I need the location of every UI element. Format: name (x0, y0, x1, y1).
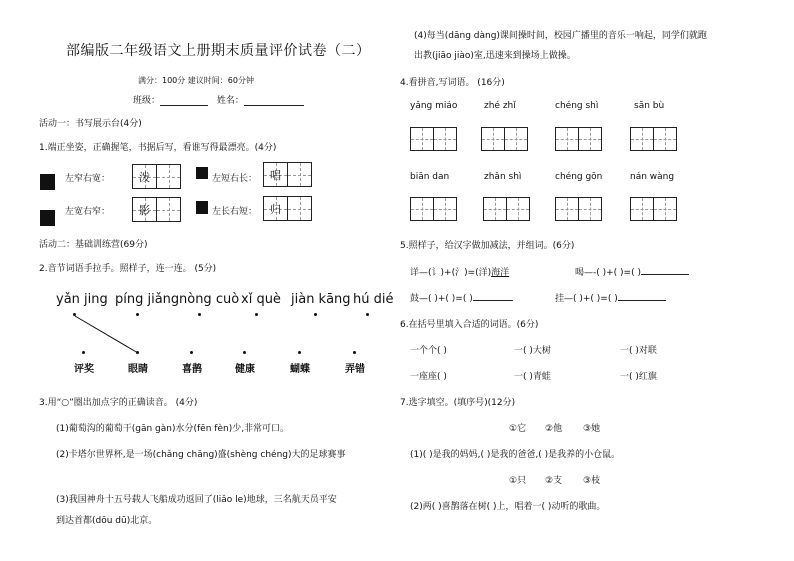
score-time: 满分：100分 建议时间：60分钟 (138, 76, 254, 85)
activity-two-heading: 活动二：基础训练营(69分) (39, 240, 148, 250)
name-label: 姓名： (216, 96, 244, 106)
q5-item-c[interactable]: 挂—( )+( )=( ) (555, 291, 666, 304)
q3-item-2: (2)卡塔尔世界杯,是一场(chǎng chāng)盛(shèng chéng)大的足球赛事 (56, 450, 346, 460)
q7-option-3: ③她 (583, 424, 601, 434)
q4-pinyin-7: chéng gōn (555, 172, 603, 182)
q2-word-1: 评奖 (74, 364, 94, 375)
q2-dot-bottom-4[interactable] (243, 351, 246, 354)
q2-dot-bottom-1[interactable] (82, 351, 85, 354)
q4-pinyin-4: sān bù (634, 101, 665, 111)
q7-option-6: ③枝 (583, 476, 601, 486)
q7-option-4: ①只 (509, 476, 527, 486)
question-1: 1.端正坐姿，正确握笔，书据后写，看谁写得最漂亮。(4分) (39, 143, 277, 153)
q4-pinyin-3: chéng shì (555, 101, 599, 111)
q5-item-b[interactable]: 鼓—( )+( )=( ) (410, 291, 513, 304)
q2-dot-top-1[interactable] (73, 313, 76, 316)
q2-dot-bottom-5[interactable] (298, 351, 301, 354)
q7-sentence-2[interactable]: (2)两( )喜鹊落在树( )上，唱着一( )动听的歌曲。 (410, 502, 606, 512)
q1-char-3: 影 (139, 203, 150, 217)
q5-example-formula: 详—(讠)+(氵)=(洋) (410, 268, 492, 278)
activity-one-heading: 活动一：书写展示台(4分) (39, 119, 142, 129)
page-title: 部编版二年级语文上册期末质量评价试卷（二） (66, 43, 371, 59)
question-2: 2.音节词语手拉手。照样子，连一连。 (5分) (39, 264, 217, 274)
q2-dot-bottom-3[interactable] (190, 351, 193, 354)
q3-item-1: (1)葡萄沟的葡萄干(gān gàn)水分(fēn fèn)少,非常可口。 (56, 424, 290, 434)
q2-dot-bottom-6[interactable] (353, 351, 356, 354)
q1-char-4: 归 (270, 202, 281, 216)
q5-example-word: 海洋 (491, 268, 510, 278)
circle-mark-icon: ○ (61, 398, 70, 408)
q2-word-4: 健康 (235, 364, 255, 375)
q2-pinyin-3: nòng cuò (179, 292, 240, 307)
q6-item-5[interactable]: 一( )青蛙 (514, 372, 551, 382)
q1-char-2: 唱 (270, 168, 281, 182)
q2-dot-top-3[interactable] (198, 313, 201, 316)
q2-word-6: 弄错 (345, 364, 365, 375)
q2-dot-top-2[interactable] (136, 313, 139, 316)
q6-item-1[interactable]: 一个个( ) (410, 346, 447, 356)
q2-pinyin-4: xǐ què (241, 292, 281, 307)
q2-pinyin-2: píng jiǎng (115, 292, 180, 307)
q6-item-2[interactable]: 一( )大树 (514, 346, 551, 356)
q1-label-1: 左窄右宽： (65, 174, 111, 184)
q3-item-4-cont: 出教(jiāo jiào)室,迅速来到操场上做操。 (414, 51, 576, 61)
q4-pinyin-8: nán wàng (630, 172, 675, 182)
q2-dot-top-5[interactable] (314, 313, 317, 316)
q1-label-3: 左宽右窄： (65, 207, 111, 217)
q7-option-1: ①它 (509, 424, 527, 434)
q3-item-3: (3)我国神舟十五号载人飞船成功返回了(liǎo le)地球，三名航天员平安 (56, 495, 337, 505)
q5-item-a[interactable]: 喝—-( )+( )=( ) (575, 265, 689, 278)
q2-pinyin-1: yǎn jing (56, 292, 108, 307)
q4-pinyin-2: zhé zhǐ (484, 101, 516, 111)
q3-item-3-cont: 到达首都(dōu dū)北京。 (56, 516, 158, 526)
q2-word-2: 眼睛 (128, 364, 148, 375)
q2-dot-bottom-2[interactable] (136, 351, 139, 354)
q2-example-connector (75, 316, 138, 353)
q2-pinyin-5: jiàn kāng (291, 292, 351, 307)
q6-item-4[interactable]: 一座座( ) (410, 372, 447, 382)
q7-option-5: ②支 (545, 476, 563, 486)
q6-item-3[interactable]: 一( )对联 (620, 346, 657, 356)
question-3 (39, 395, 197, 408)
question-7: 7.选字填空。(填序号)(12分) (400, 398, 516, 408)
q1-label-2: 左短右长： (212, 174, 258, 184)
q7-sentence-1[interactable]: (1)( )是我的妈妈,( )是我的爸爸,( )是我养的小仓鼠。 (410, 450, 621, 460)
q7-option-2: ②他 (545, 424, 563, 434)
q3-suffix: ”圈出加点字的正确读音。 (4分) (69, 398, 198, 408)
q1-label-4: 左长右短： (212, 207, 258, 217)
q2-dot-top-6[interactable] (366, 313, 369, 316)
q5-example (410, 265, 509, 278)
question-5: 5.照样子，给汉字做加减法，并组词。(6分) (400, 241, 575, 251)
class-label: 班级： (133, 96, 161, 106)
q4-pinyin-5: biān dan (410, 172, 450, 182)
q2-pinyin-6: hú dié (353, 292, 394, 307)
q3-prefix: 3.用“ (39, 398, 62, 408)
q6-item-6[interactable]: 一( )红旗 (620, 372, 657, 382)
q2-word-3: 喜鹊 (182, 364, 202, 375)
q2-word-5: 蝴蝶 (290, 364, 310, 375)
q4-pinyin-6: zhǎn shì (484, 172, 522, 182)
q4-pinyin-1: yǎng miáo (410, 101, 458, 111)
question-6: 6.在括号里填入合适的词语。(6分) (400, 320, 539, 330)
q3-item-4: (4)每当(dāng dàng)课间操时间，校园广播里的音乐一响起，同学们就跑 (414, 31, 707, 41)
question-4: 4.看拼音,写词语。 (16分) (400, 78, 505, 88)
q2-dot-top-4[interactable] (255, 313, 258, 316)
q1-char-1: 泼 (139, 170, 150, 184)
